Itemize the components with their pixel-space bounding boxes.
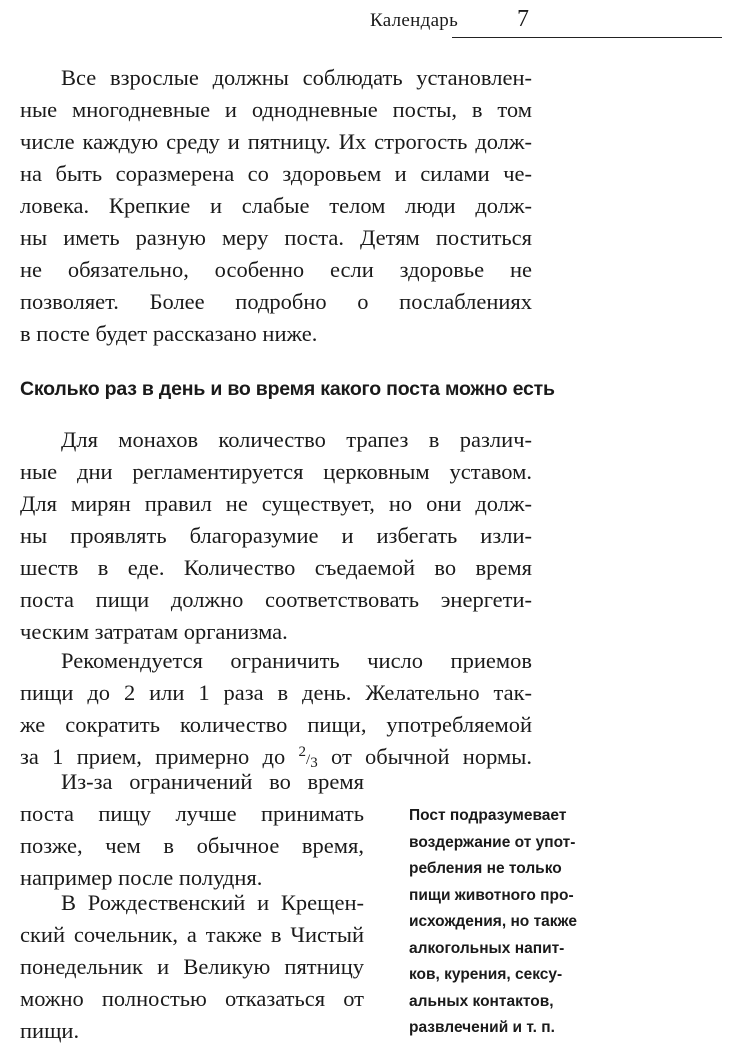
callout-line: Пост подразумевает xyxy=(409,807,567,824)
paragraph-adult-fasting xyxy=(20,62,532,350)
page-number: 7 xyxy=(517,6,529,32)
text-line: позволяет. Более подробно о послаблениях xyxy=(20,289,532,314)
fraction-denominator: 3 xyxy=(310,755,318,771)
paragraph-meal-timing xyxy=(20,766,364,894)
callout-line: пищи животного про- xyxy=(409,886,574,904)
text-line: поста пищу лучше принимать xyxy=(20,801,364,826)
paragraph-meal-limits xyxy=(20,645,532,773)
callout-line: исхождения, но также xyxy=(409,913,577,930)
text-line: ные дни регламентируется церковным уставом. xyxy=(20,459,532,484)
text-line: ский сочельник, а также в Чистый xyxy=(20,922,364,947)
paragraph-monks-meals xyxy=(20,424,532,648)
text-line: В Рождественский и Крещен- xyxy=(61,890,364,915)
text-line: в посте будет рассказано ниже. xyxy=(20,321,318,346)
text-line: например после полудня. xyxy=(20,865,263,890)
text-line: ные многодневные и однодневные посты, в том xyxy=(20,97,532,122)
callout-line: алкогольных напит- xyxy=(409,939,565,957)
text-line: числе каждую среду и пятницу. Их строгость долж- xyxy=(20,129,532,154)
text-line: можно полностью отказаться от xyxy=(20,986,364,1011)
section-heading: Сколько раз в день и во время какого поста можно есть xyxy=(20,378,555,400)
callout-line: ребления не только xyxy=(409,860,562,877)
line-suffix: от обычной нормы. xyxy=(317,744,532,769)
text-line: ны проявлять благоразумие и избегать изли- xyxy=(20,523,532,548)
text-line: шеств в еде. Количество съедаемой во время xyxy=(20,555,532,580)
text-line: Из-за ограничений во время xyxy=(61,769,364,794)
text-line: ловека. Крепкие и слабые телом люди долж- xyxy=(20,193,532,218)
running-header xyxy=(0,4,732,38)
fraction-numerator: 2 xyxy=(298,744,307,760)
line-prefix: за 1 прием, примерно до xyxy=(20,744,299,769)
text-line: поста пищи должно соответствовать энергети- xyxy=(20,587,532,612)
fraction: 2/3 xyxy=(298,744,318,771)
header-rule xyxy=(452,37,722,38)
text-line: ческим затратам организма. xyxy=(20,619,288,644)
callout-line: ков, курения, сексу- xyxy=(409,966,563,983)
text-line: на быть соразмерена со здоровьем и силами че- xyxy=(20,161,532,186)
text-line: Все взрослые должны соблюдать установлен- xyxy=(61,65,532,90)
paragraph-eve-fasting xyxy=(20,887,364,1047)
text-line: не обязательно, особенно если здоровье не xyxy=(20,257,532,282)
text-line: Рекомендуется ограничить число приемов xyxy=(61,648,532,673)
text-line: понедельник и Великую пятницу xyxy=(20,954,364,979)
text-line: Для монахов количество трапез в различ- xyxy=(61,427,532,452)
callout-line: воздержание от упот- xyxy=(409,833,576,851)
text-line: же сократить количество пищи, употребляемой xyxy=(20,712,532,737)
text-line: ны иметь разную меру поста. Детям поститься xyxy=(20,225,532,250)
callout-line: развлечений и т. п. xyxy=(409,1019,555,1036)
callout-line: альных контактов, xyxy=(409,992,554,1010)
sidebar-callout xyxy=(409,803,609,1042)
running-title: Календарь xyxy=(370,10,459,31)
text-line: пищи. xyxy=(20,1018,80,1043)
text-line: пищи до 2 или 1 раза в день. Желательно так- xyxy=(20,680,532,705)
text-line: позже, чем в обычное время, xyxy=(20,833,364,858)
text-line: Для мирян правил не существует, но они долж- xyxy=(20,491,532,516)
